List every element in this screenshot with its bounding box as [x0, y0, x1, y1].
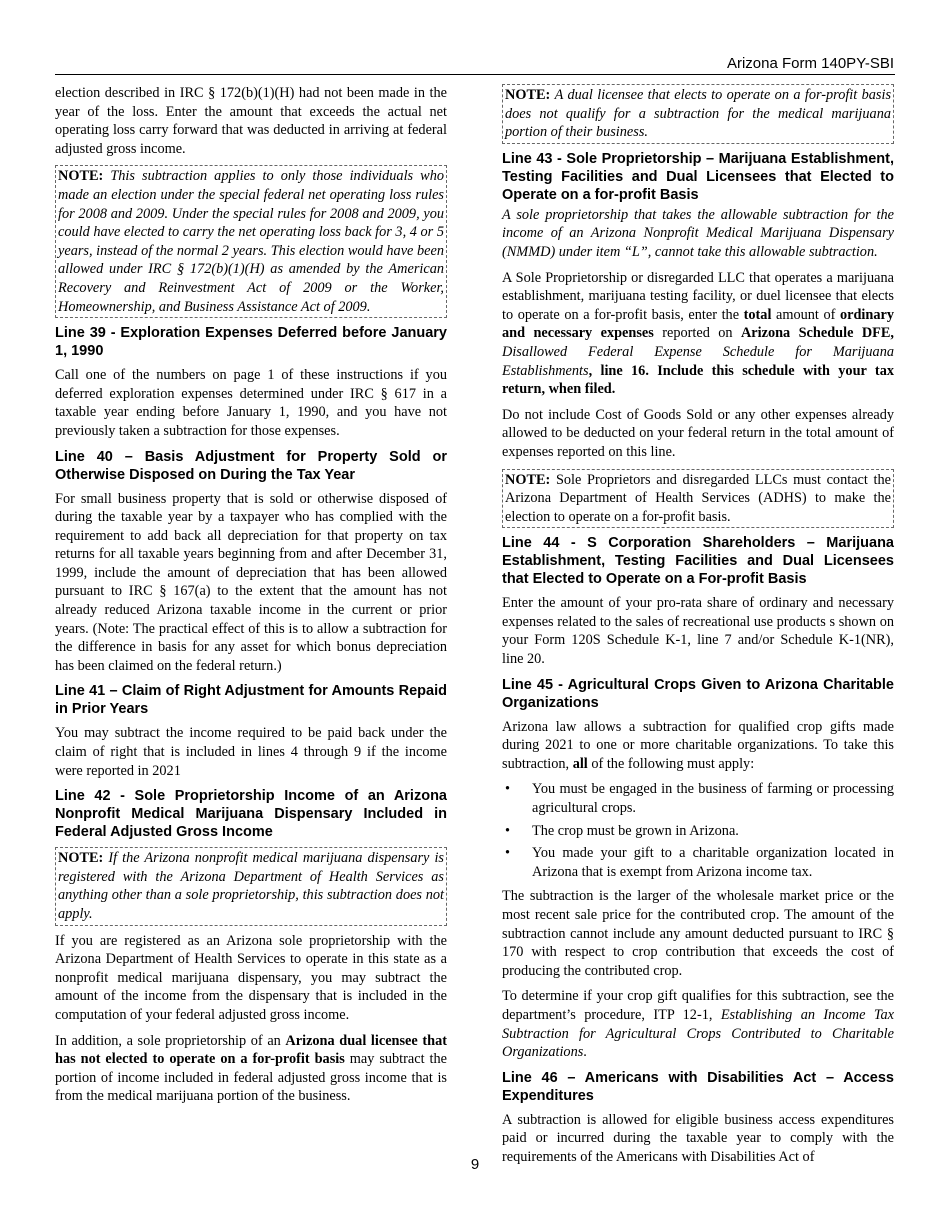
header-rule	[55, 74, 895, 75]
note-text: If the Arizona nonprofit medical marijuana dispensary is registered with the Arizona Department of Health Services as anything other than a sole proprietorship, this subtraction does not apply.	[58, 850, 444, 922]
line-45-requirements-list	[502, 780, 894, 881]
note-box-dual-licensee	[502, 84, 894, 144]
right-column	[502, 84, 894, 1174]
note-text: A dual licensee that elects to operate on a for-profit basis does not qualify for a subtraction for the medical marijuana portion of their business.	[505, 87, 892, 141]
line-45-paragraph-2: The subtraction is the larger of the wholesale market price or the most recent sale price for the contributed crop. The amount of the subtraction cannot include any amount deducted pursuant to IRC § 170 with respect to crop contribution that exceeds the cost of producing the contributed crop.	[502, 888, 894, 979]
note-label: NOTE:	[505, 471, 551, 488]
list-item: • The crop must be grown in Arizona.	[502, 822, 894, 841]
note-label: NOTE:	[505, 87, 551, 103]
line-46-heading: Line 46 – Americans with Disabilities Act – Access Expenditures	[502, 1069, 894, 1104]
note-text: Sole Proprietors and disregarded LLCs must contact the Arizona Department of Health Services (ADHS) to make the election to operate on a for-profit basis.	[505, 471, 891, 525]
line-41-heading: Line 41 – Claim of Right Adjustment for Amounts Repaid in Prior Years	[55, 683, 447, 718]
line-42-text-1: If you are registered as an Arizona sole proprietorship with the Arizona Department of Health Services to operate in this state as a nonprofit medical marijuana dispensary, you may subtract the amount of the income from the dispensary that is included in the computation of your federal adjusted gross income.	[55, 932, 447, 1023]
form-title: Arizona Form 140PY-SBI	[726, 55, 894, 72]
line-45-paragraph-3: To determine if your crop gift qualifies for this subtraction, see the department’s procedure, ITP 12-1, Establishing an Income Tax Subtraction for Agricultural Crops Contributed to Charitable Organizations.	[502, 988, 894, 1061]
line-41-text: You may subtract the income required to be paid back under the claim of right that is included in lines 4 through 9 if the income were reported in 2021	[55, 725, 447, 779]
line-42-text-2: In addition, a sole proprietorship of an Arizona dual licensee that has not elected to operate on a for-profit basis may subtract the portion of income included in federal adjusted gross income that is from the medical marijuana portion of the business.	[55, 1032, 447, 1105]
line-43-heading: Line 43 - Sole Proprietorship – Marijuana Establishment, Testing Facilities and Dual Licensees that Elected to Operate on a for-profit Basis	[502, 150, 894, 203]
page-number: 9	[470, 1156, 480, 1173]
list-item: • You made your gift to a charitable organization located in Arizona that is exempt from Arizona income tax.	[502, 844, 894, 881]
note-label: NOTE:	[58, 850, 104, 867]
list-item: • You must be engaged in the business of farming or processing agricultural crops.	[502, 780, 894, 817]
note-box-nol	[55, 165, 447, 318]
note-text: This subtraction applies to only those individuals who made an election under the special federal net operating loss rules for 2008 and 2009. Under the special rules for 2008 and 2009, you could have elected to carry the net operating loss back for 3, 4 or 5 years, instead of the normal 2 years. This election would have been allowed under IRC § 172(b)(1)(H) as amended by the American Recovery and Reinvestment Act of 2009 or the Worker, Homeownership, and Business Assistance Act of 2009.	[58, 168, 444, 315]
line-44-text: Enter the amount of your pro-rata share of ordinary and necessary expenses related to the sales of recreational use products s shown on your Form 120S Schedule K-1, line 7 and/or Schedule K-1(NR), line 20.	[502, 595, 894, 668]
line-43-italic-note: A sole proprietorship that takes the allowable subtraction for the income of an Arizona Nonprofit Medical Marijuana Dispensary (NMMD) under item “L”, cannot take this allowable subtraction.	[502, 206, 894, 260]
line-39-heading: Line 39 - Exploration Expenses Deferred before January 1, 1990	[55, 325, 447, 360]
note-label: NOTE:	[58, 168, 104, 185]
left-column	[55, 84, 447, 1113]
intro-paragraph: election described in IRC § 172(b)(1)(H) had not been made in the year of the loss. Enter the amount that exceeds the actual net operating loss carry forward that was deducted in arriving at federal adjusted gross income.	[55, 85, 447, 157]
line-42-heading: Line 42 - Sole Proprietorship Income of an Arizona Nonprofit Medical Marijuana Dispensary Included in Federal Adjusted Gross Income	[55, 788, 447, 841]
line-46-text: A subtraction is allowed for eligible business access expenditures paid or incurred during the taxable year to comply with the requirements of the Americans with Disabilities Act of	[502, 1111, 894, 1165]
line-40-heading: Line 40 – Basis Adjustment for Property Sold or Otherwise Disposed on During the Tax Year	[55, 448, 447, 483]
note-box-adhs	[502, 469, 894, 529]
line-43-paragraph-2: Do not include Cost of Goods Sold or any other expenses already allowed to be deducted on your federal return in the total amount of expenses reported on this line.	[502, 406, 894, 460]
line-45-heading: Line 45 - Agricultural Crops Given to Arizona Charitable Organizations	[502, 676, 894, 711]
line-44-heading: Line 44 - S Corporation Shareholders – Marijuana Establishment, Testing Facilities and Dual Licensees that Elected to Operate on a For-profit Basis	[502, 535, 894, 588]
line-40-text: For small business property that is sold or otherwise disposed of during the taxable year by a taxpayer who has complied with the requirement to add back all depreciation for that property on tax returns for all taxable years beginning from and after December 31, 1999, include the amount of depreciation that has been allowed pursuant to IRC § 167(a) to the extent that the amount has not already reduced Arizona taxable income in the current or prior years. (Note: The practical effect of this is to allow a subtraction for the difference in basis for any asset for which bonus depreciation has been claimed on the federal return.)	[55, 490, 447, 674]
line-43-paragraph-1: A Sole Proprietorship or disregarded LLC that operates a marijuana establishment, marijuana testing facility, or duel licensee that elects to operate on a for-profit basis, enter the total amount of ordinary and necessary expenses reported on Arizona Schedule DFE, Disallowed Federal Expense Schedule for Marijuana Establishments, line 16. Include this schedule with your tax return, when filed.	[502, 269, 894, 398]
note-box-nmmd	[55, 847, 447, 925]
line-39-text: Call one of the numbers on page 1 of these instructions if you deferred exploration expenses determined under IRC § 617 in a taxable year ending before January 1, 1990, and you have not previously taken a subtraction for those expenses.	[55, 367, 447, 439]
line-45-paragraph-1: Arizona law allows a subtraction for qualified crop gifts made during 2021 to one or more charitable organizations. To take this subtraction, all of the following must apply:	[502, 718, 894, 772]
